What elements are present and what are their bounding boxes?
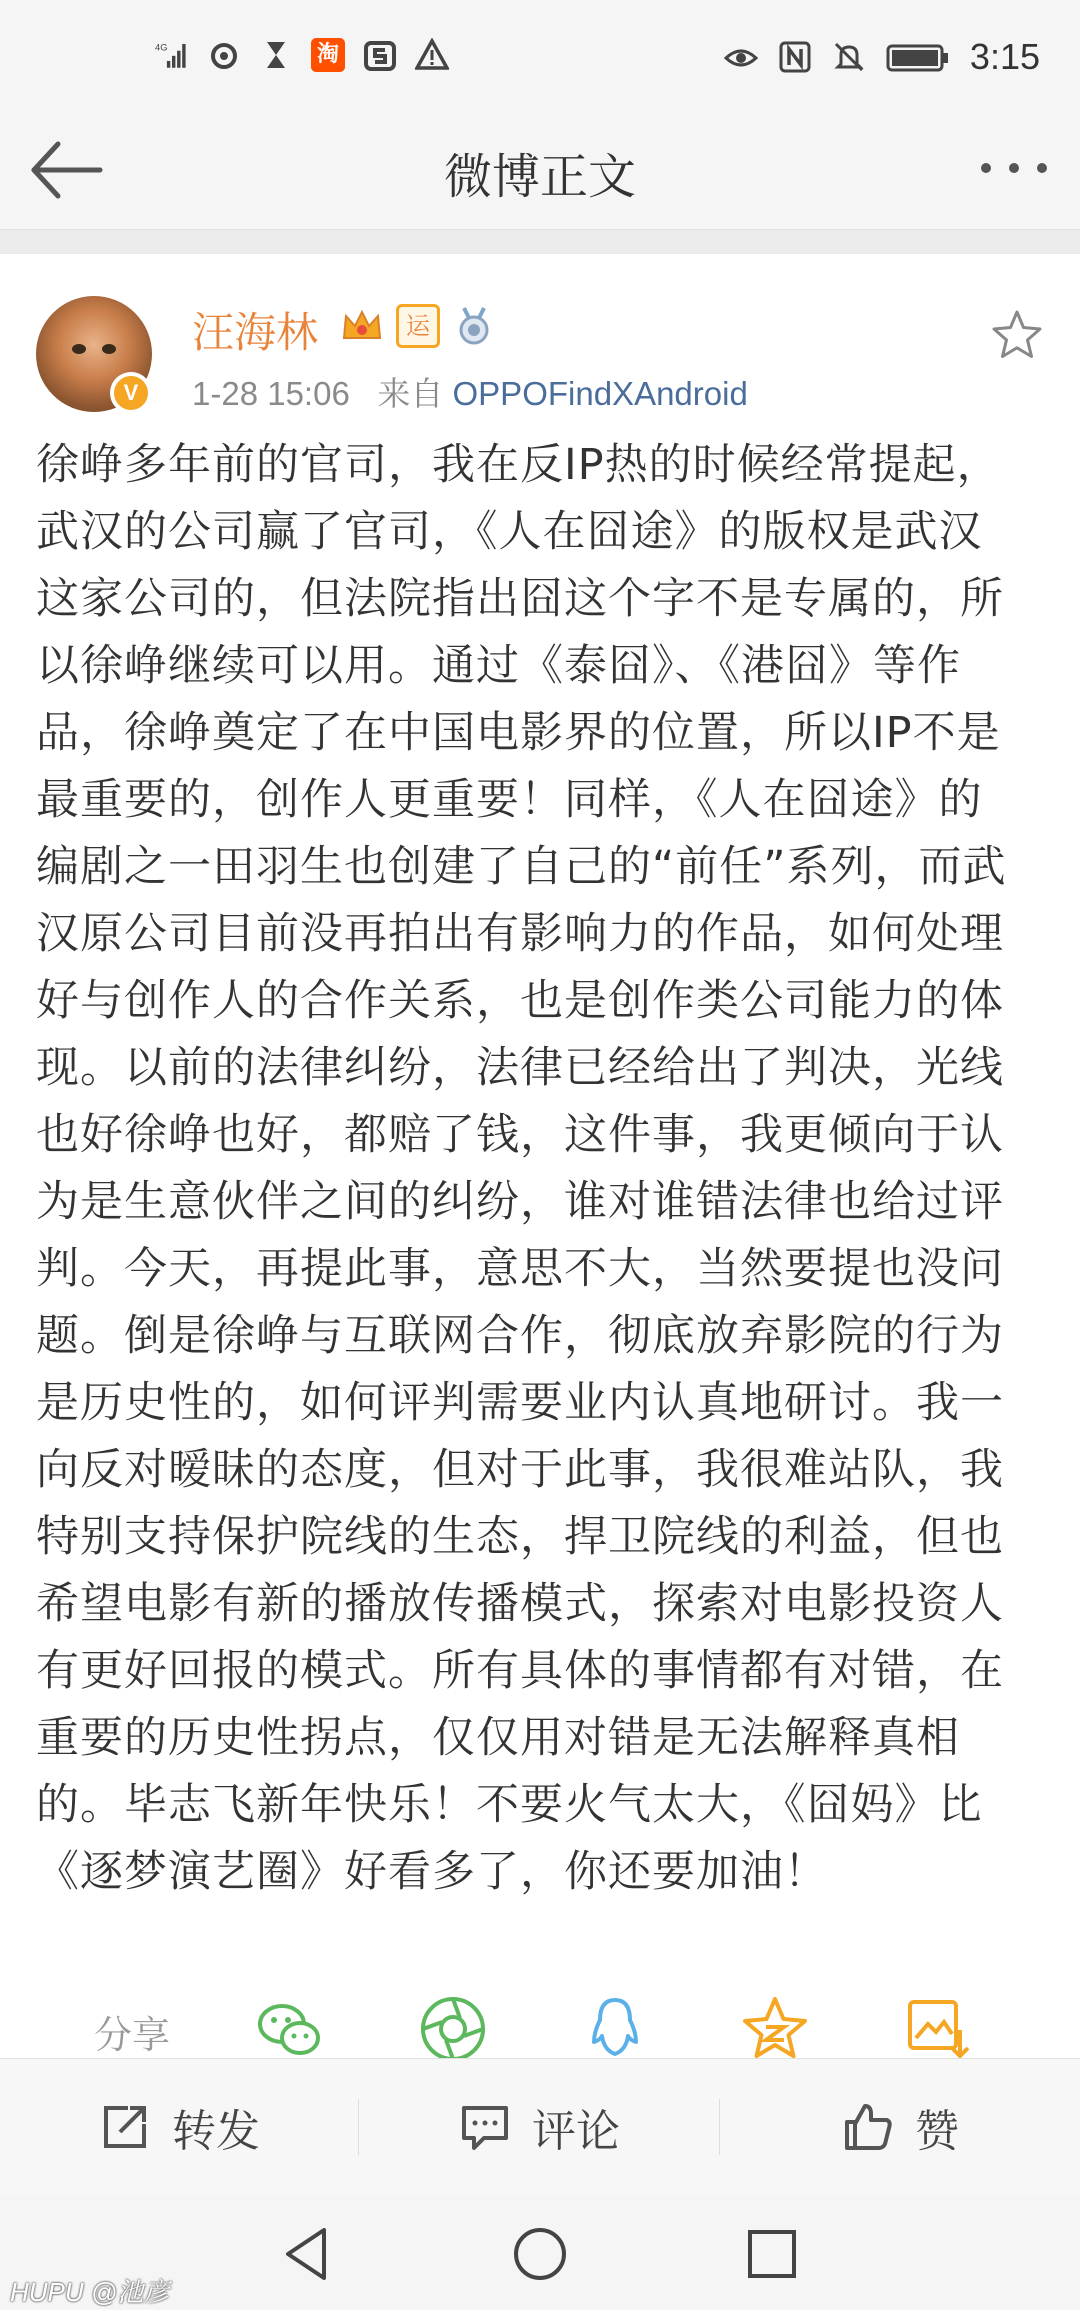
system-recents-icon[interactable] [742, 2224, 802, 2284]
warning-icon [415, 38, 449, 72]
signal-icon [155, 38, 189, 72]
status-bar [0, 0, 1080, 110]
post-line: 向反对暧昧的态度，但对于此事，我很难站队，我 [36, 1445, 1004, 1495]
comment-icon [458, 2100, 512, 2154]
system-back-icon[interactable] [278, 2224, 338, 2284]
repost-label: 转发 [172, 2106, 260, 2157]
qzone-icon[interactable] [740, 1994, 810, 2064]
post-line: 希望电影有新的播放传播模式，探索对电影投资人 [36, 1579, 1004, 1629]
mute-icon [832, 40, 866, 74]
post-line: 徐峥多年前的官司，我在反IP热的时候经常提起， [36, 440, 1001, 490]
from-label: 来自 [377, 375, 444, 412]
eye-icon [724, 40, 758, 74]
post-line: 《逐梦演艺圈》好看多了，你还要加油！ [36, 1847, 828, 1897]
comment-button[interactable] [359, 2059, 719, 2195]
clock-time: 3:15 [969, 36, 1040, 77]
wechat-icon[interactable] [254, 1994, 324, 2064]
post-date: 1-28 15:06 [192, 375, 350, 412]
post-card [0, 254, 1080, 2058]
post-line: 题。倒是徐峥与互联网合作，彻底放弃影院的行为 [36, 1311, 1004, 1361]
favorite-star-icon[interactable] [990, 308, 1044, 362]
watermark [10, 2272, 169, 2309]
system-home-icon[interactable] [510, 2224, 570, 2284]
post-line: 现。以前的法律纠纷，法律已经给出了判决，光线 [36, 1043, 1004, 1093]
post-line: 武汉的公司赢了官司，《人在囧途》的版权是武汉 [36, 507, 983, 557]
crown-vip-icon[interactable] [340, 304, 384, 348]
repost-icon [98, 2100, 152, 2154]
qq-icon[interactable] [580, 1994, 650, 2064]
post-line: 重要的历史性拐点，仅仅用对错是无法解释真相 [36, 1713, 960, 1763]
moments-icon[interactable] [418, 1994, 488, 2064]
watermark-user: @池彦 [90, 2277, 170, 2307]
share-row [0, 1994, 1080, 2058]
nfc-icon [778, 40, 812, 74]
battery-icon [886, 40, 950, 74]
medal-icon[interactable] [452, 304, 496, 348]
navigation-bar [0, 110, 1080, 230]
like-button[interactable] [720, 2059, 1080, 2195]
post-line: 编剧之一田羽生也创建了自己的“前任”系列，而武 [36, 842, 1007, 892]
post-line: 为是生意伙伴之间的纠纷，谁对谁错法律也给过评 [36, 1177, 1004, 1227]
status-left-icons [155, 38, 449, 72]
post-source-link[interactable]: OPPOFindXAndroid [452, 375, 748, 412]
save-image-icon[interactable] [904, 1994, 974, 2064]
more-options-icon[interactable] [978, 158, 1050, 178]
avatar-detail [102, 344, 116, 354]
taobao-icon: 淘 [311, 38, 345, 72]
post-line: 汉原公司目前没再拍出有影响力的作品，如何处理 [36, 909, 1004, 959]
s-app-icon [363, 38, 397, 72]
post-line: 品，徐峥奠定了在中国电影界的位置，所以IP不是 [36, 708, 1001, 758]
sports-badge-icon[interactable]: 运 [396, 304, 440, 348]
like-label: 赞 [915, 2106, 959, 2157]
share-label: 分享 [94, 2013, 171, 2057]
status-right-icons [724, 36, 1040, 78]
post-line: 特别支持保护院线的生态，捍卫院线的利益，但也 [36, 1512, 1004, 1562]
post-line: 好与创作人的合作关系，也是创作类公司能力的体 [36, 976, 1004, 1026]
username[interactable]: 汪海林 [192, 308, 319, 357]
svg-text:4G: 4G [155, 42, 168, 53]
post-body [36, 432, 1046, 1906]
post-line: 的。毕志飞新年快乐！不要火气太大，《囧妈》比 [36, 1780, 983, 1830]
comment-label: 评论 [532, 2106, 620, 2157]
page-title: 微博正文 [443, 149, 636, 205]
post-meta [192, 368, 748, 415]
post-line: 也好徐峥也好，都赔了钱，这件事，我更倾向于认 [36, 1110, 1004, 1160]
post-line: 最重要的，创作人更重要！同样，《人在囧途》的 [36, 775, 983, 825]
verified-badge-icon: V [110, 372, 152, 414]
divider [0, 230, 1080, 254]
thumbs-up-icon [841, 2100, 895, 2154]
post-line: 是历史性的，如何评判需要业内认真地研讨。我一 [36, 1378, 1004, 1428]
post-line: 以徐峥继续可以用。通过《泰囧》、《港囧》等作 [36, 641, 961, 691]
repost-button[interactable] [0, 2059, 358, 2195]
post-line: 这家公司的，但法院指出囧这个字不是专属的，所 [36, 574, 1004, 624]
hourglass-icon [259, 38, 293, 72]
action-bar [0, 2058, 1080, 2194]
netease-icon [207, 38, 241, 72]
watermark-brand: HUPU [10, 2277, 84, 2307]
post-line: 判。今天，再提此事，意思不大，当然要提也没问 [36, 1244, 1004, 1294]
avatar-detail [72, 344, 86, 354]
post-line: 有更好回报的模式。所有具体的事情都有对错，在 [36, 1646, 1004, 1696]
user-badges [340, 304, 496, 348]
